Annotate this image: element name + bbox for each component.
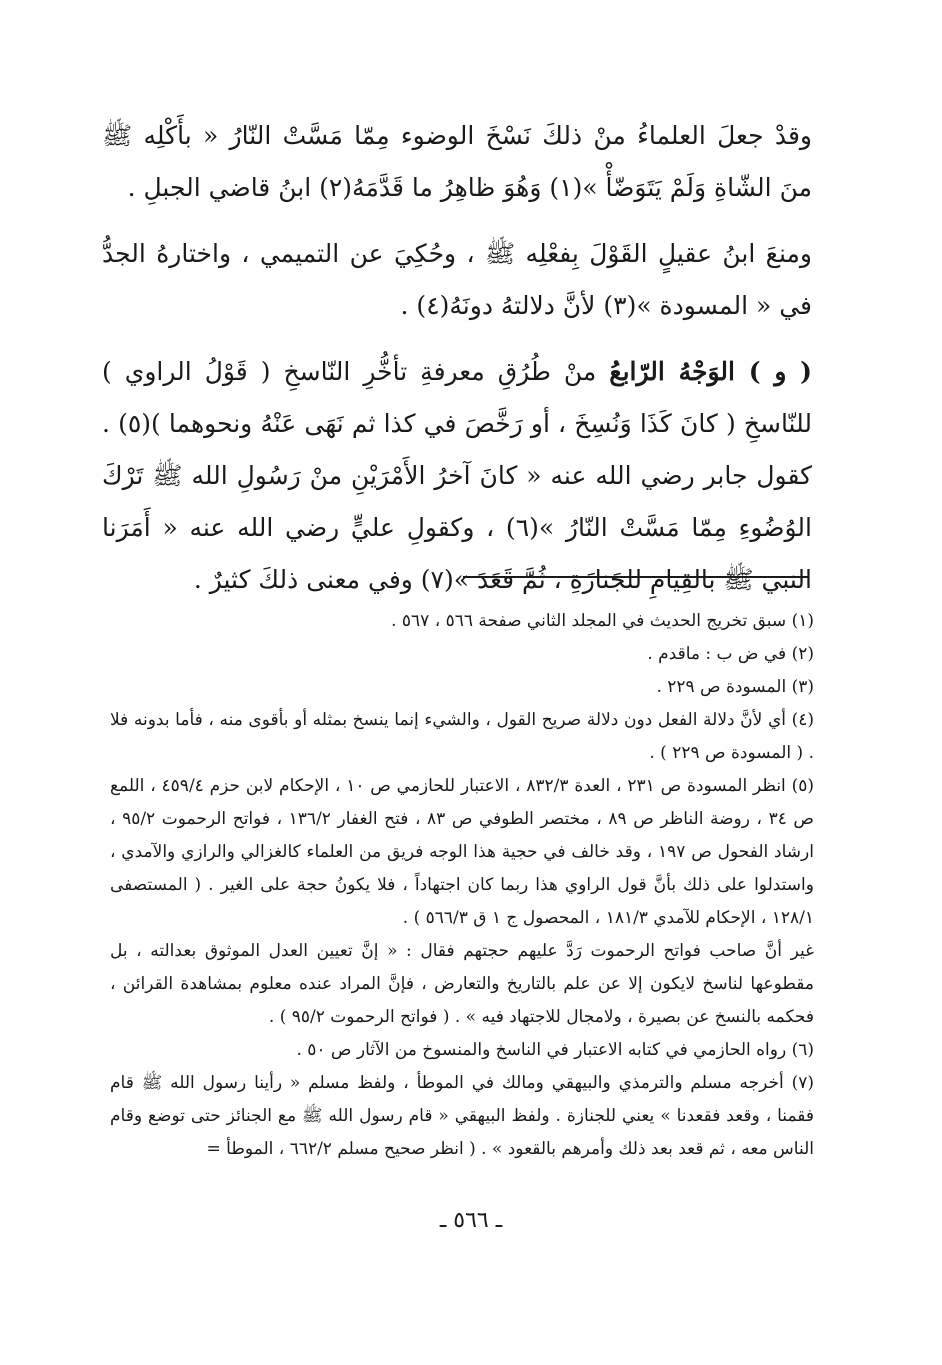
page-number: ـ ٥٦٦ ـ [439, 1208, 503, 1233]
footnote: (٢) في ض ب : ماقدم . [647, 644, 814, 664]
footnotes [110, 605, 814, 1166]
footnote: (٥) انظر المسودة ص ٢٣١ ، العدة ٨٣٢/٣ ، الاعتبار للحازمي ص ١٠ ، الإحكام لابن حزم ٤٥٩/٤ ، اللمع ص ٣٤ ، روضة الناظر ص ٨٩ ، مختصر الطوفي ص ٨٣ ، فتح الغفار ١٣٦/٢ ، فواتح الرحموت ٩٥/٢ ، ارشاد الفحول ص ١٩٧ ، وقد خالف في حجية هذا الوجه فريق من العلماء كالغزالي والرازي والآمدي ، واستدلوا على ذلك بأنَّ قول الراوي هذا ربما كان اجتهاداً ، فلا يكونُ حجة على الغير . ( المستصفى ١٢٨/١ ، الإحكام للآمدي ١٨١/٣ ، المحصول ج ١ ق ٥٦٦/٣ ) . [110, 776, 815, 928]
main-text [102, 110, 812, 620]
main-paragraph: ومنعَ ابنُ عقيلٍ القَوْلَ بِفعْلِه ﷺ ، وحُكِيَ عن التميمي ، واختارهُ الجدُّ في « المسودة »(٣) لأنَّ دلالتهُ دونَهُ(٤) . [102, 239, 812, 320]
footnote: (٧) أخرجه مسلم والترمذي والبيهقي ومالك في الموطأ ، ولفظ مسلم « رأينا رسول الله ﷺ قام فقمنا ، وقعد فقعدنا » يعني للجنازة . ولفظ البيهقي « قام رسول الله ﷺ مع الجنائز حتى توضع وقام الناس معه ، ثم قعد بعد ذلك وأمرهم بالقعود » . ( انظر صحيح مسلم ٦٦٢/٢ ، الموطأ = [110, 1073, 814, 1159]
section-paragraph [102, 346, 812, 606]
main-paragraph: وقدْ جعلَ العلماءُ منْ ذلكَ نَسْخَ الوضوء مِمّا مَسَّتْ النّارُ « بأَكْلِه ﷺ منَ الشّاةِ وَلَمْ يَتَوَضّأْ »(١) وَهُوَ ظاهِرُ ما قَدَّمَهُ(٢) ابنُ قاضي الجبلِ . [102, 121, 812, 202]
footnote: (٦) رواه الحازمي في كتابه الاعتبار في الناسخ والمنسوخ من الآثار ص ٥٠ . [296, 1040, 814, 1060]
footnote: (١) سبق تخريج الحديث في المجلد الثاني صفحة ٥٦٦ ، ٥٦٧ . [391, 611, 814, 631]
footnote-divider [463, 576, 809, 578]
footnote: غير أنَّ صاحب فواتح الرحموت رَدَّ عليهم حجتهم فقال : « إنَّ تعيين العدل الموثوق بعدالته ، بل مقطوعها لناسخ لايكون إلا عن علم بالتاريخ والتعارض ، فإنَّ المراد عنده معلوم بمشاهدة القرائن ، فحكمه بالنسخ عن بصيرة ، ولامجال للاجتهاد فيه » . ( فواتح الرحموت ٩٥/٢ ) . [110, 941, 815, 1027]
footnote: (٣) المسودة ص ٢٢٩ . [656, 677, 814, 697]
section-heading: ( و ) الوَجْهُ الرّابعُ [609, 357, 812, 386]
footnote: (٤) أي لأنَّ دلالة الفعل دون دلالة صريح القول ، والشيء إنما ينسخ بمثله أو بأقوى منه ، فأما بدونه فلا . ( المسودة ص ٢٢٩ ) . [110, 710, 814, 763]
section-body: منْ طُرُقِ معرفةِ تأخُّرِ النّاسخِ ( قَوْلُ الراوي ) للنّاسخِ ( كانَ كَذَا وَنُسِخَ ، أو رَخَّصَ في كذا ثم نَهَى عَنْهُ ونحوهما )(٥) . كقول جابر رضي الله عنه « كانَ آخرُ الأَمْرَيْنِ منْ رَسُولِ الله ﷺ تَرْكَ الوُضُوءِ مِمّا مَسَّتْ النّارُ »(٦) ، وكقولِ عليٍّ رضي الله عنه « أَمَرَنا النبي ﷺ بالقِيامِ للجَنازَةِ ، ثُمَّ قَعَدَ »(٧) وفي معنى ذلكَ كثيرٌ . [102, 357, 812, 594]
